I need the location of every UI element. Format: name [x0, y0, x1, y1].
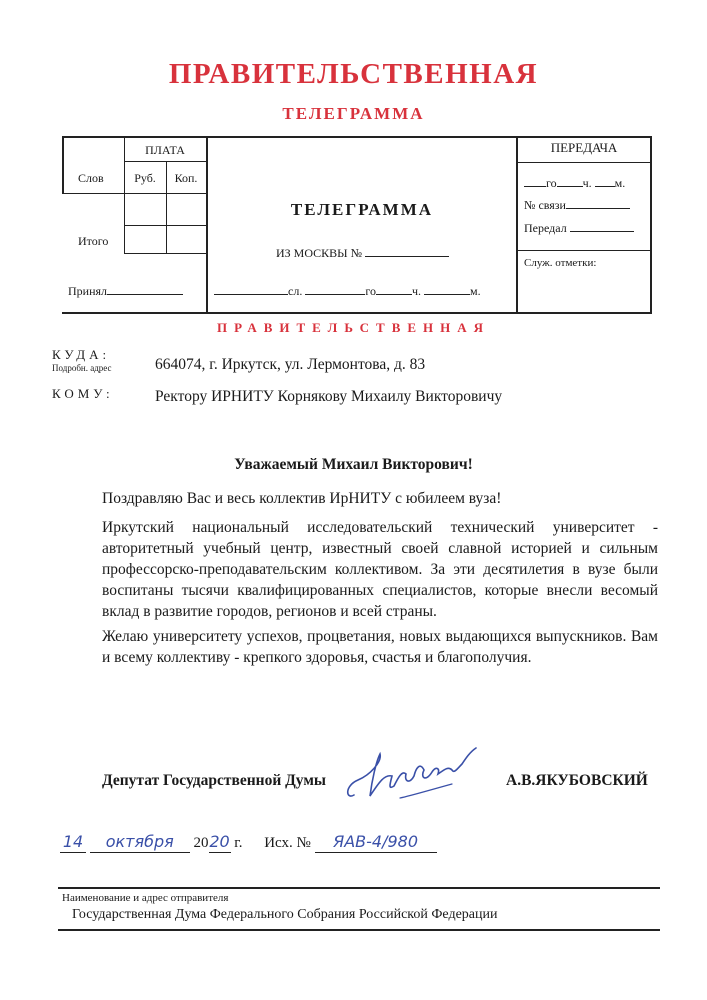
telegram-header-subtitle: ТЕЛЕГРАММА — [282, 104, 425, 123]
date-year-prefix: 20 — [193, 835, 209, 851]
date-g: г. — [234, 835, 243, 851]
peredacha-header: ПЕРЕДАЧА — [550, 140, 618, 155]
ch-label: ч. — [411, 284, 421, 298]
sender-label: Наименование и адрес отправителя — [62, 892, 229, 904]
slov-label: Слов — [78, 171, 104, 185]
peredacha-go-label: го — [546, 176, 557, 190]
sl-label: сл. — [288, 284, 303, 298]
signer-name: А.В.ЯКУБОВСКИЙ — [506, 772, 648, 789]
kuda-value: 664074, г. Иркутск, ул. Лермонтова, д. 83 — [155, 356, 426, 373]
from-moscow-label: ИЗ МОСКВЫ № — [276, 246, 363, 260]
kuda-sub-label: Подробн. адрес — [52, 363, 112, 373]
peredacha-time-field — [524, 175, 625, 191]
handwritten-signature — [340, 740, 490, 810]
peredal-field — [524, 220, 634, 236]
ref-label: Исх. № — [264, 835, 311, 851]
komu-value: Ректору ИРНИТУ Корнякову Михаилу Викторовичу — [155, 388, 503, 405]
date-month: октября — [105, 832, 174, 851]
kop-label: Коп. — [174, 171, 198, 185]
date-day: 14 — [62, 832, 84, 851]
peredacha-m-label: м. — [614, 176, 626, 190]
kuda-label: КУДА: — [52, 347, 111, 362]
band-label: ПРАВИТЕЛЬСТВЕННАЯ — [216, 320, 491, 335]
sluzh-label: Служ. отметки: — [524, 257, 597, 269]
greeting: Уважаемый Михаил Викторович! — [234, 456, 473, 473]
m-label: м. — [470, 284, 481, 298]
go-label: го — [365, 284, 376, 298]
peredacha-ch-label: ч. — [582, 176, 592, 190]
ref-value: ЯАВ-4/980 — [333, 832, 419, 851]
paragraph-3: Желаю университету успехов, процветания, новых выдающихся выпускников. Вам и всему коллективу - крепкого здоровья, счастья и благополучия. — [102, 628, 658, 666]
komu-label: КОМУ: — [52, 386, 114, 401]
peredal-label: Передал — [524, 221, 567, 235]
plata-header: ПЛАТА — [145, 143, 185, 157]
transmission-line — [214, 283, 481, 299]
dateline — [60, 832, 437, 853]
svyazi-field — [524, 197, 630, 213]
prinyal-field — [68, 283, 183, 299]
from-moscow-field — [276, 245, 449, 261]
itogo-label: Итого — [78, 234, 109, 248]
paragraph-2: Иркутский национальный исследовательский технический университет - авторитетный учебный центр, известный своей славной историей и сильным профессорско-преподавательским коллективом. За эти десятилетия в вузе были воспитаны тысячи квалифицированных специалистов, которые внесли весомый вклад в развитие городов, регионов и всей страны. — [102, 519, 658, 620]
prinyal-label: Принял — [68, 284, 108, 298]
center-title: ТЕЛЕГРАММА — [290, 200, 434, 219]
paragraph-1: Поздравляю Вас и весь коллектив ИрНИТУ с юбилеем вуза! — [102, 490, 502, 507]
signer-position: Депутат Государственной Думы — [102, 772, 326, 789]
date-year-suffix: 20 — [209, 832, 230, 851]
sender-value: Государственная Дума Федерального Собрания Российской Федерации — [72, 907, 498, 922]
svyazi-label: № связи — [524, 198, 566, 212]
rub-label: Руб. — [134, 171, 156, 185]
telegram-header-title: ПРАВИТЕЛЬСТВЕННАЯ — [168, 58, 539, 90]
